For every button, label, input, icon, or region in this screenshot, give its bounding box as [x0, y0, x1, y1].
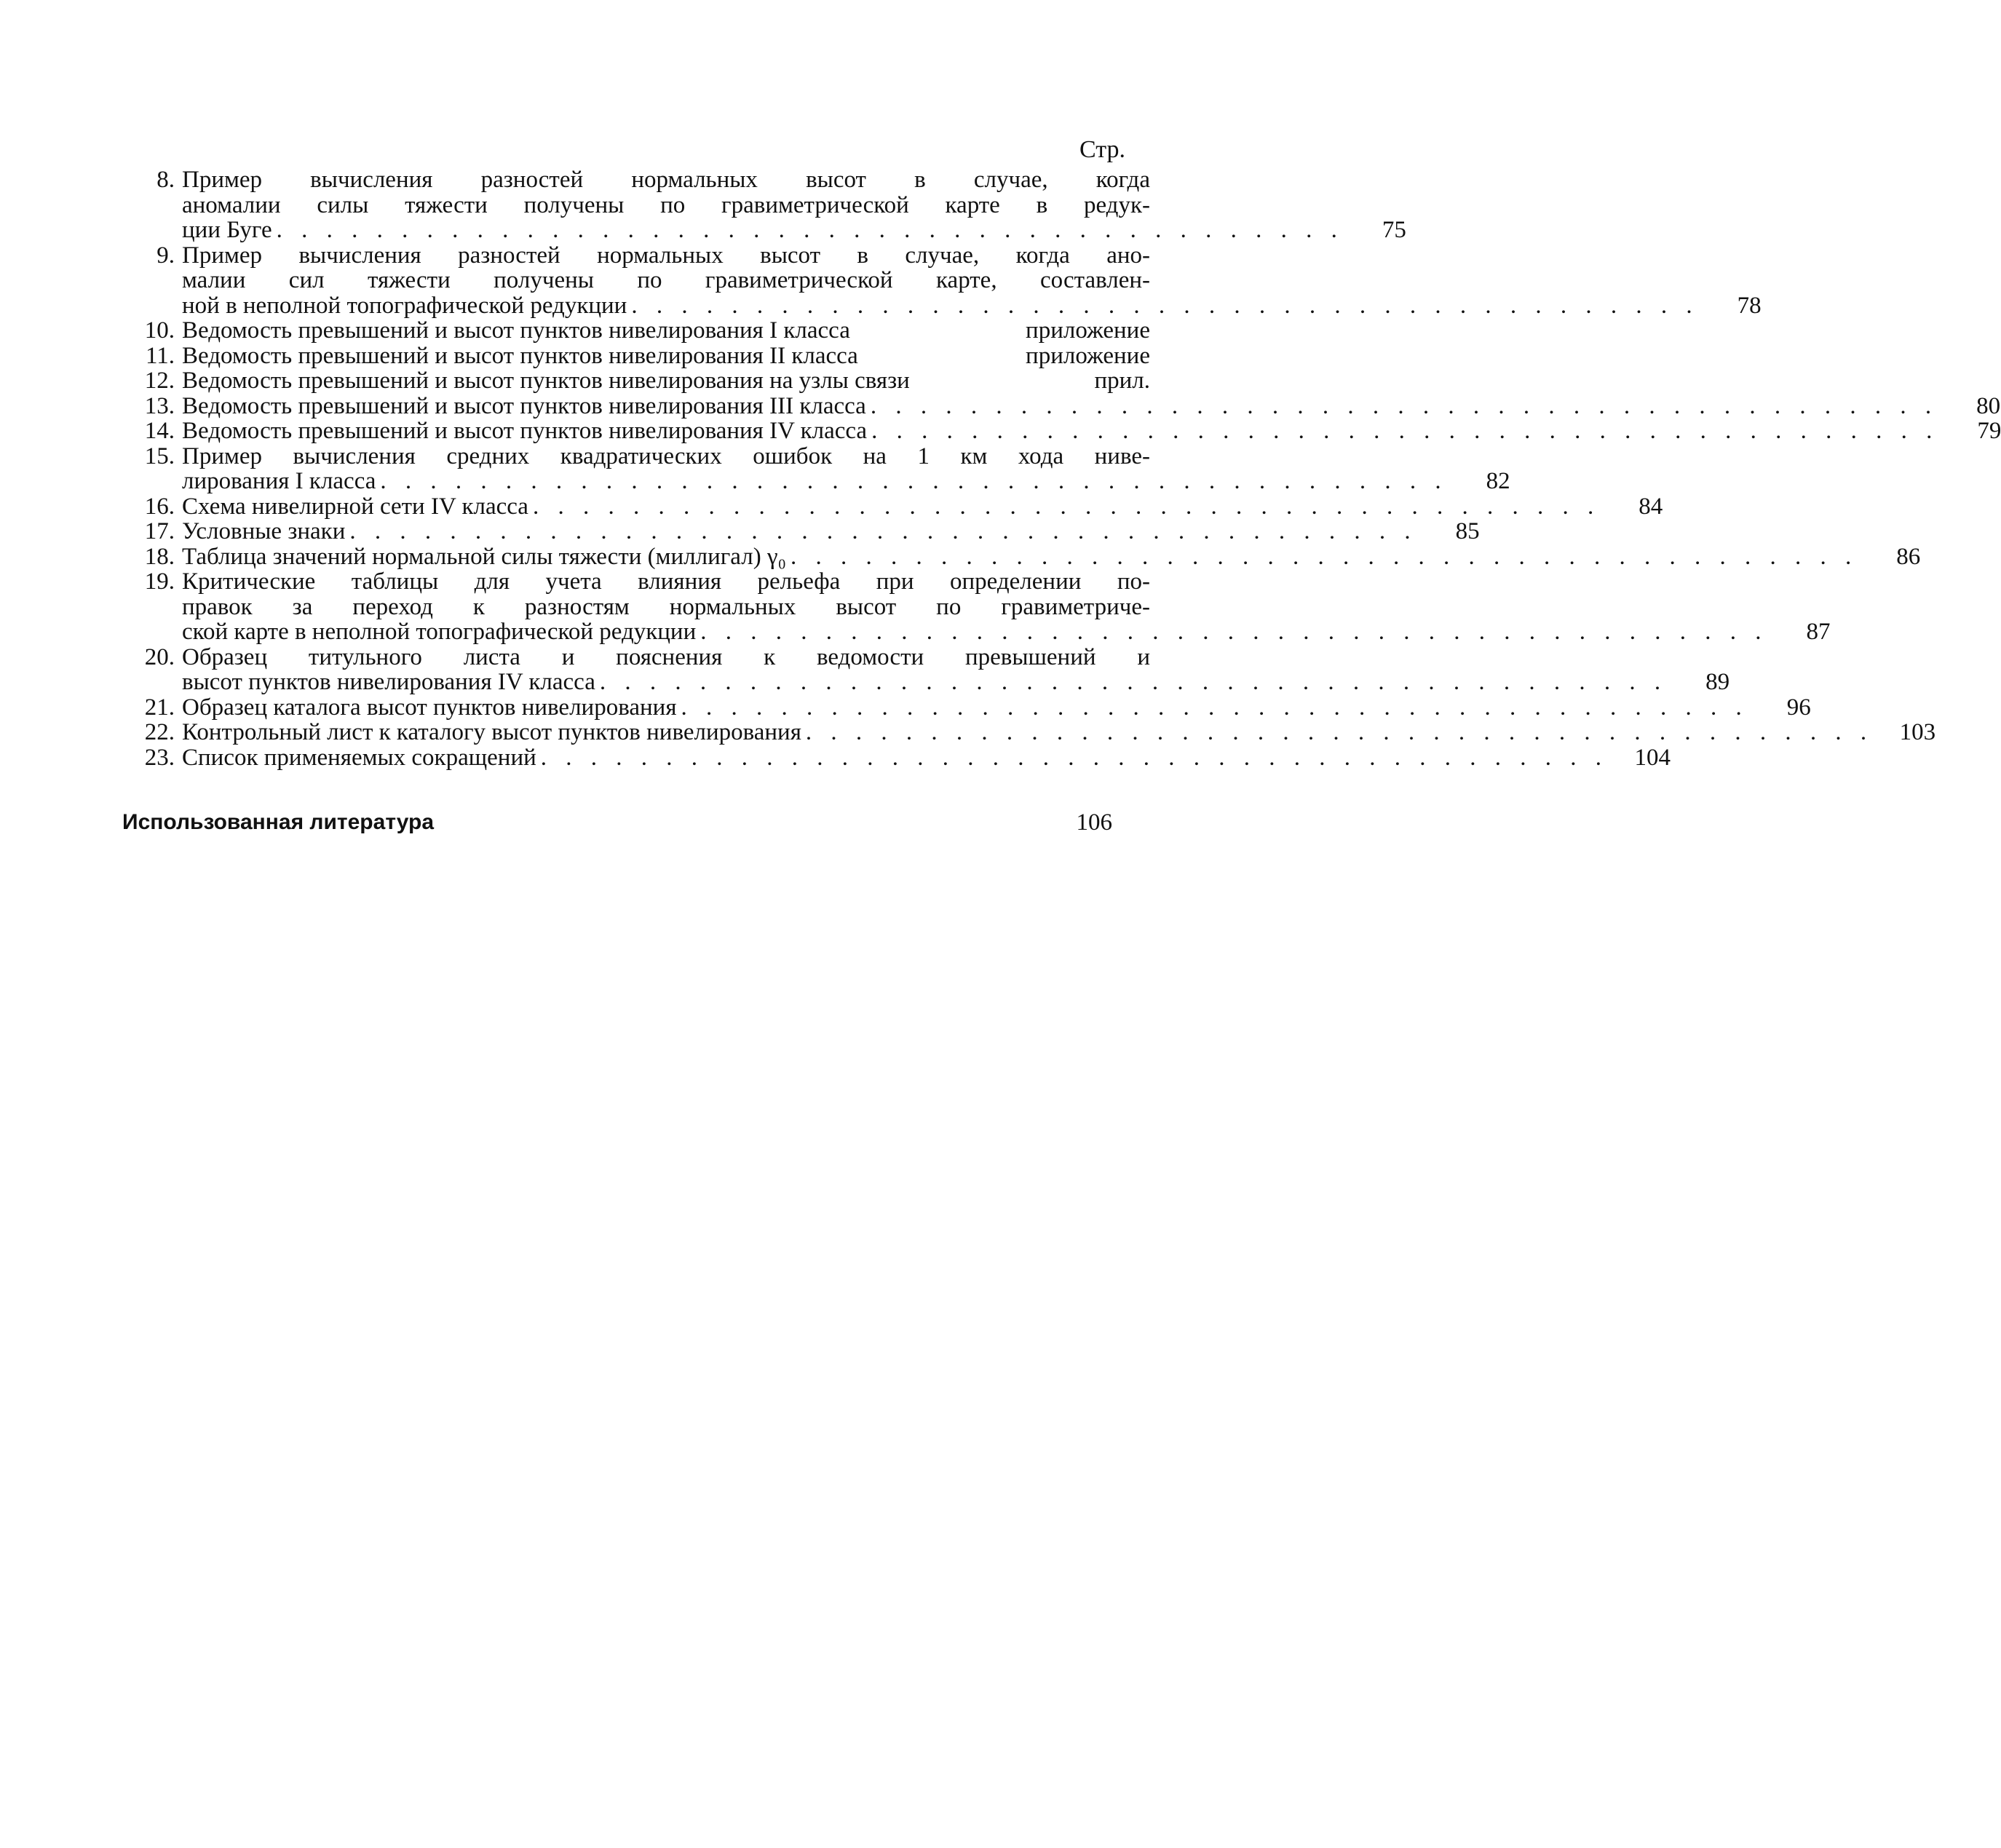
toc-entry-line: Пример вычисления разностей нормальных высот в случае, когда	[182, 167, 1150, 193]
toc-entry-page: 104	[1634, 744, 1671, 771]
toc-entry-title: Ведомость превышений и высот пунктов нивелирования II класса	[182, 342, 858, 369]
toc-entry-line: Критические таблицы для учета влияния рельефа при определении по-	[182, 568, 1150, 595]
toc-entry-title: Ведомость превышений и высот пунктов нивелирования IV класса	[182, 418, 868, 444]
dot-leader: . . . . . . . . . . . . . . . . . . . . . . . . . . . . . . . . . . . . . . . . . . .	[700, 619, 1768, 645]
toc-entry-number: 13.	[144, 392, 175, 419]
toc-entry-number: 18.	[144, 543, 175, 570]
toc-entry-title: Ведомость превышений и высот пунктов нивелирования III класса	[182, 392, 866, 419]
toc-entry-number: 17.	[144, 518, 175, 544]
toc-list	[116, 167, 2001, 771]
toc-entry-page: 84	[1639, 493, 1663, 520]
toc-entry-number: 12.	[144, 368, 175, 394]
toc-entry-line: Образец титульного листа и пояснения к ведомости превышений и	[182, 643, 1150, 670]
toc-entry-page: 78	[1737, 292, 1762, 319]
toc-entry-page: 85	[1455, 518, 1480, 544]
toc-entry-title: Ведомость превышений и высот пунктов нивелирования на узлы связи	[182, 368, 910, 394]
toc-entry	[116, 318, 1150, 344]
toc-entry	[116, 167, 1406, 243]
toc-entry-line: аномалии силы тяжести получены по гравиметрической карте в редук-	[182, 191, 1150, 218]
toc-entry-page: 80	[1976, 392, 2001, 419]
literature-entry	[122, 808, 1112, 837]
toc-entry-title: Список применяемых сокращений	[182, 744, 536, 771]
toc-entry	[116, 543, 1921, 570]
toc-entry-title: ной в неполной топографической редукции	[182, 292, 627, 319]
toc-entry-line: Пример вычисления средних квадратических ошибок на 1 км хода ниве-	[182, 443, 1150, 469]
toc-entry-number: 14.	[144, 418, 175, 444]
toc-entry-page: прил.	[1094, 368, 1150, 394]
toc-entry-page: 103	[1899, 719, 1936, 745]
toc-entry	[116, 719, 1936, 745]
toc-entry-page: 89	[1705, 669, 1730, 695]
toc-entry-page: 96	[1786, 694, 1811, 721]
toc-entry	[116, 518, 1480, 544]
toc-entry	[116, 368, 1150, 394]
dot-leader: . . . . . . . . . . . . . . . . . . . . . . . . . . . . . . . . . . . . . . . . . . .	[870, 392, 1938, 419]
toc-entry-page: приложение	[1026, 342, 1150, 369]
dot-leader: . . . . . . . . . . . . . . . . . . . . . . . . . . . . . . . . . . . . . . . . . . .	[871, 418, 1939, 444]
dot-leader: . . . . . . . . . . . . . . . . . . . . . . . . . . . . . . . . . . . . . . . . . . .	[532, 493, 1601, 520]
toc-entry	[116, 392, 2001, 419]
toc-entry	[116, 418, 2001, 444]
dot-leader: . . . . . . . . . . . . . . . . . . . . . . . . . . . . . . . . . . . . . . . . . . .	[599, 669, 1668, 695]
toc-entry-title: ской карте в неполной топографической редукции	[182, 619, 697, 645]
toc-entry-line: правок за переход к разностям нормальных высот по гравиметриче-	[182, 593, 1150, 620]
dot-leader: . . . . . . . . . . . . . . . . . . . . . . . . . . . . . . . . . . . . . . . . . . .	[791, 543, 1858, 570]
dot-leader: . . . . . . . . . . . . . . . . . . . . . . . . . . . . . . . . . . . . . . . . . . .	[349, 518, 1417, 544]
page-column-header: Стр.	[1079, 136, 1125, 163]
toc-entry-number: 15.	[144, 443, 175, 469]
toc-entry	[116, 443, 1510, 494]
dot-leader: . . . . . . . . . . . . . . . . . . . . . . . . . . . . . . . . . . . . . . . . . . .	[540, 744, 1609, 771]
toc-entry-page: 82	[1486, 468, 1510, 494]
dot-leader: . . . . . . . . . . . . . . . . . . . . . . . . . . . . . . . . . . . . . . . . . . .	[681, 694, 1748, 721]
toc-entry-title: Контрольный лист к каталогу высот пунктов нивелирования	[182, 719, 801, 745]
toc-entry-number: 10.	[144, 317, 175, 344]
toc-entry-title: Ведомость превышений и высот пунктов нивелирования I класса	[182, 317, 850, 344]
toc-entry	[116, 242, 1762, 319]
toc-entry-title: Условные знаки	[182, 518, 346, 544]
toc-entry-number: 23.	[144, 744, 175, 771]
toc-entry-title: лирования I класса	[182, 468, 376, 494]
toc-entry-number: 16.	[144, 493, 175, 520]
toc-entry-number: 22.	[144, 719, 175, 745]
toc-entry-page: 75	[1382, 217, 1406, 243]
toc-entry-number: 9.	[156, 242, 175, 269]
toc-entry-number: 19.	[144, 568, 175, 595]
literature-page: 106	[1076, 809, 1112, 836]
dot-leader: . . . . . . . . . . . . . . . . . . . . . . . . . . . . . . . . . . . . . . . . . . .	[276, 217, 1344, 243]
toc-entry-page: 79	[1977, 418, 2001, 444]
toc-entry-title: ции Буге	[182, 217, 272, 243]
toc-entry-page: 86	[1896, 543, 1921, 570]
dot-leader: . . . . . . . . . . . . . . . . . . . . . . . . . . . . . . . . . . . . . . . . . . .	[805, 719, 1874, 745]
toc-entry-title: Схема нивелирной сети IV класса	[182, 493, 528, 520]
toc-entry	[116, 744, 1671, 771]
toc-entry-page: 87	[1806, 619, 1831, 645]
toc-entry-title: высот пунктов нивелирования IV класса	[182, 669, 595, 695]
toc-entry-line: малии сил тяжести получены по гравиметрической карте, составлен-	[182, 267, 1150, 293]
toc-entry-page: приложение	[1026, 317, 1150, 344]
dot-leader: . . . . . . . . . . . . . . . . . . . . . . . . . . . . . . . . . . . . . . . . . . .	[380, 468, 1448, 494]
toc-entry-title: Образец каталога высот пунктов нивелирования	[182, 694, 677, 721]
toc-entry	[116, 643, 1730, 695]
toc-entry-title: Таблица значений нормальной силы тяжести (миллигал) γ₀	[182, 543, 787, 570]
literature-label: Использованная литература	[122, 810, 435, 834]
toc-entry	[116, 493, 1663, 520]
toc-entry	[116, 694, 1811, 721]
toc-entry	[116, 344, 1150, 369]
dot-leader: . . . . . . . . . . . . . . . . . . . . . . . . . . . . . . . . . . . . . . . . . . .	[631, 292, 1699, 319]
toc-entry-line: Пример вычисления разностей нормальных высот в случае, когда ано-	[182, 242, 1150, 269]
toc-entry	[116, 568, 1831, 645]
toc-entry-number: 20.	[144, 643, 175, 670]
toc-entry-number: 11.	[145, 342, 175, 369]
toc-entry-number: 21.	[144, 694, 175, 721]
toc-entry-number: 8.	[156, 167, 175, 193]
